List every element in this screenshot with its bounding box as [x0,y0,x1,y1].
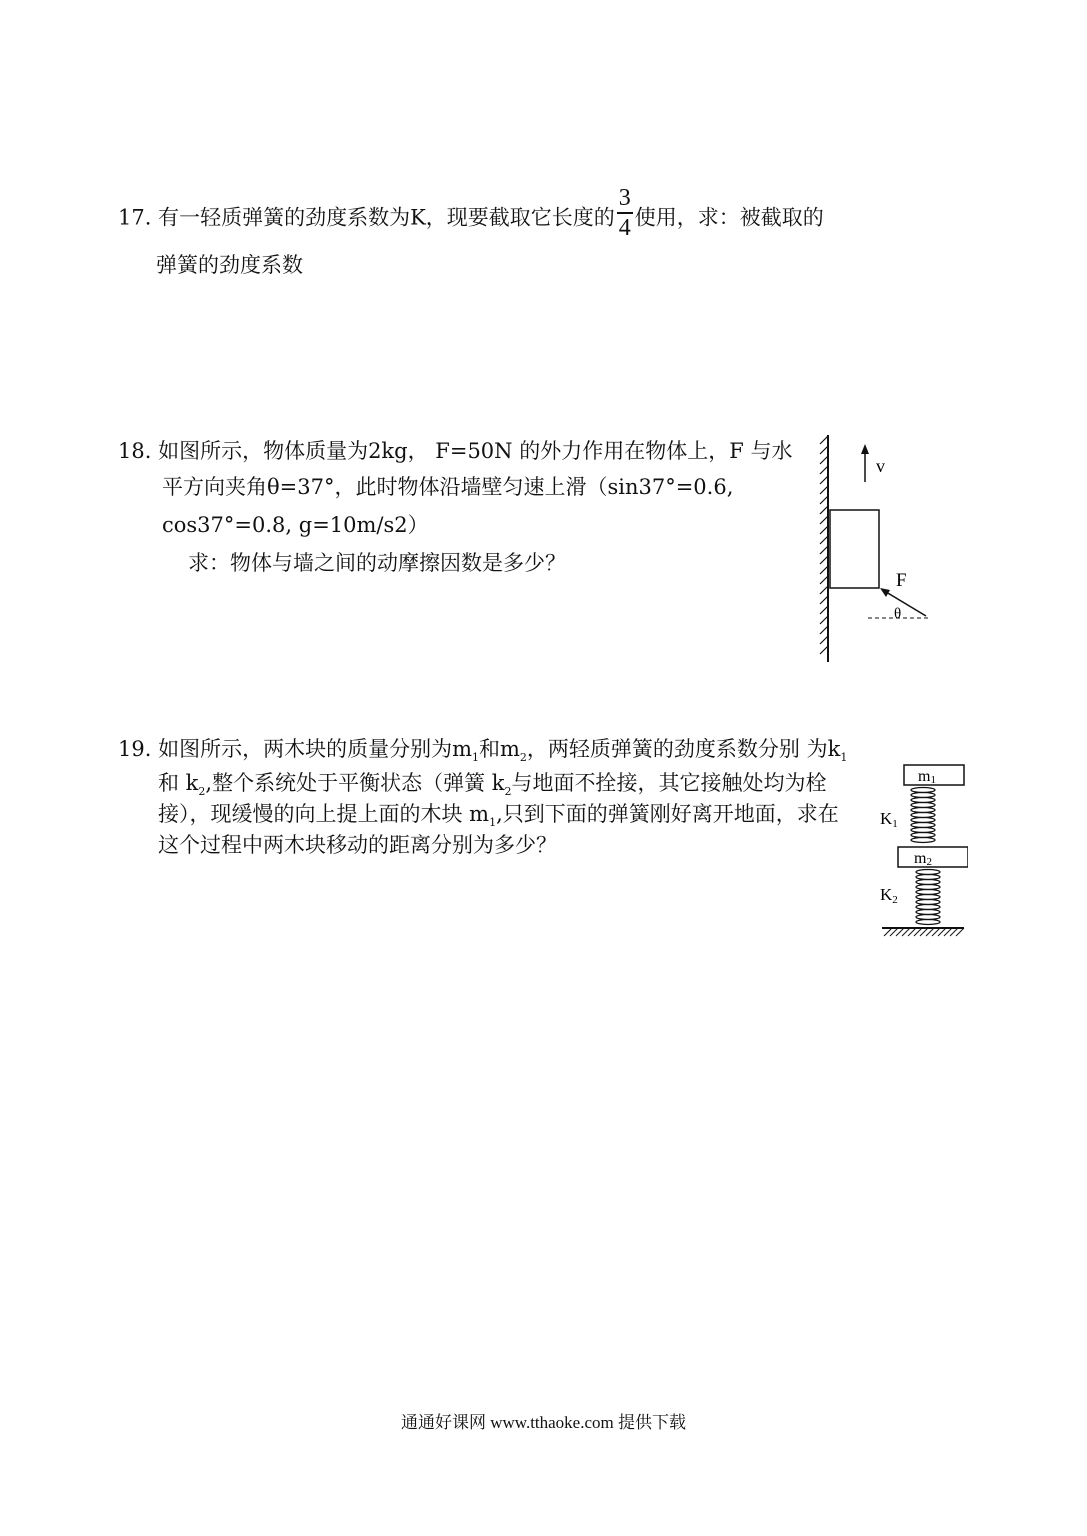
theta-label: θ [894,606,902,622]
q19-sub: 1 [471,751,479,765]
q18-line4: 求：物体与墙之间的动摩擦因数是多少？ [188,551,566,575]
q17-line2: 弹簧的劲度系数 [156,253,303,277]
q19-line2-a: 和 k [158,771,199,795]
ground-hatching [884,928,964,936]
spring-k1 [911,788,935,843]
q19-sub: 1 [840,751,848,765]
q19-sub: 1 [489,816,497,830]
force-label: F [896,570,907,591]
q19-line2-c: 与地面不拴接，其它接触处均为栓 [511,771,827,795]
q17-text-a: 17. 有一轻质弹簧的劲度系数为K，现要截取它长度的 [118,205,615,230]
velocity-arrow [861,444,869,482]
block [830,510,879,588]
force-arrow [880,588,926,616]
fraction-numerator: 3 [618,185,631,211]
q19-sub: 2 [504,785,512,799]
fraction-denominator: 4 [618,215,631,241]
m1-label: m1 [918,768,936,786]
q18-line1: 18. 如图所示，物体质量为2kg， F=50N 的外力作用在物体上，F 与水 [118,439,793,463]
q19-line3-b: ,只到下面的弹簧刚好离开地面，求在 [496,802,839,826]
m2-label: m2 [914,850,932,868]
footer-credit: 通通好课网 www.tthaoke.com 提供下载 [400,1413,687,1432]
k2-label: K2 [880,885,898,906]
q18-line3: cos37°=0.8, g=10m/s2） [162,513,429,537]
q19-sub: 2 [519,751,527,765]
wall-hatching [820,436,828,654]
q19-line4: 这个过程中两木块移动的距离分别为多少？ [158,833,557,857]
velocity-label: v [876,456,885,476]
q19-sub: 2 [198,785,206,799]
q18-line2: 平方向夹角θ=37°，此时物体沿墙壁匀速上滑（sin37°=0.6, [162,475,734,499]
wall-block-figure [810,430,950,670]
spring-block-figure [876,760,968,946]
q17-line1 [118,185,824,246]
q19-line2-b: ,整个系统处于平衡状态（弹簧 k [205,771,505,795]
q17-text-b: 使用，求：被截取的 [634,205,824,230]
q19-line3-a: 接），现缓慢的向上提上面的木块 m [158,802,490,826]
block-m2 [898,847,968,867]
fraction-three-quarters [617,186,633,240]
k1-label: K1 [880,809,898,830]
q19-line1-c: ，两轻质弹簧的劲度系数分别 为k [526,737,841,761]
q19-line1-b: 和m [478,737,520,761]
spring-k2 [916,870,940,925]
q19-line1-a: 19. 如图所示，两木块的质量分别为m [118,737,472,761]
